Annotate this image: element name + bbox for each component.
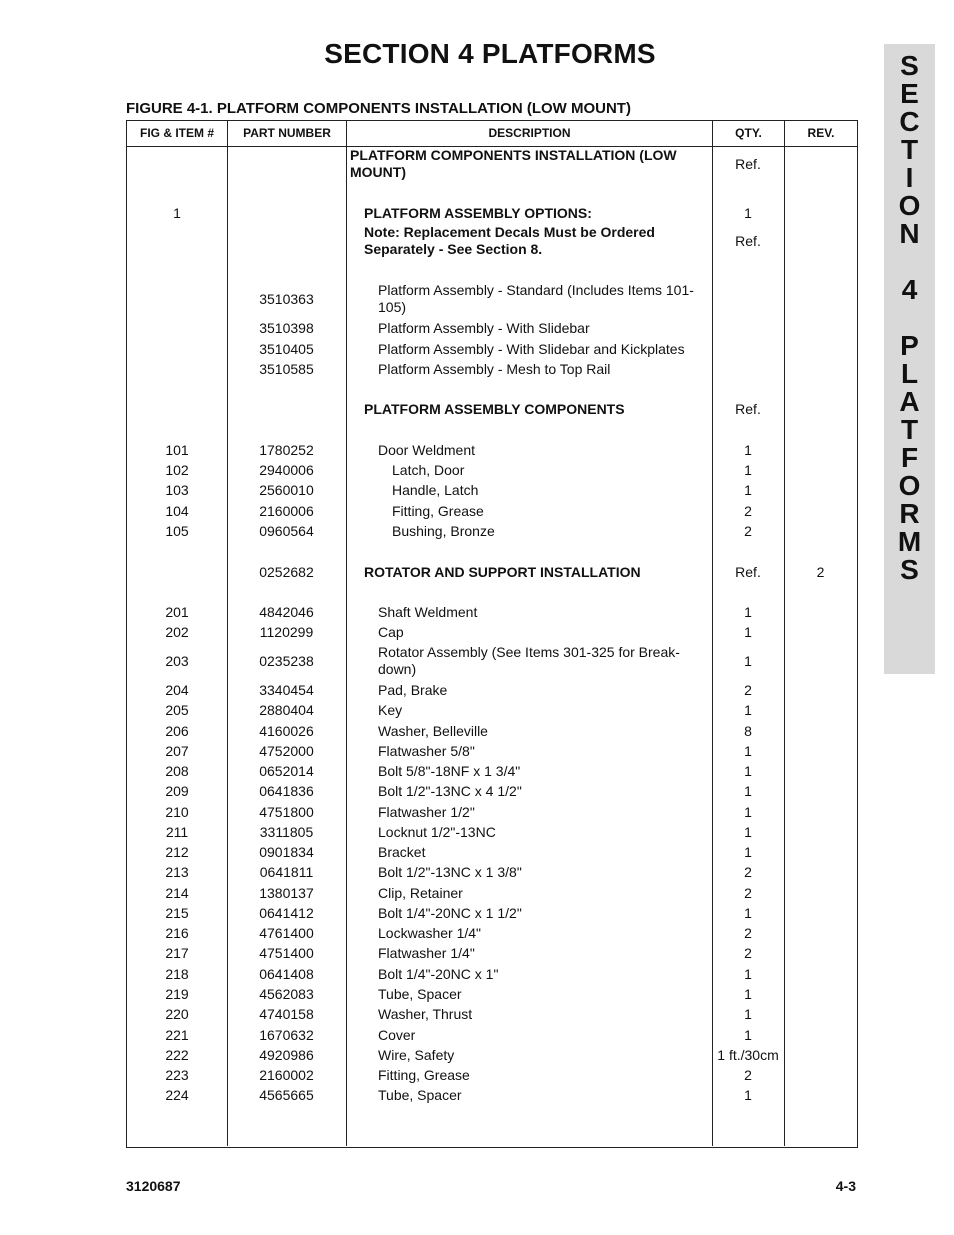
quantity-cell: 2 (744, 945, 752, 961)
quantity-cell: Ref. (735, 155, 761, 172)
description-cell: Locknut 1/2"-13NC (378, 824, 496, 840)
header-qty: QTY. (735, 126, 762, 140)
item-number-cell: 209 (165, 783, 189, 799)
quantity-cell: Ref. (735, 232, 761, 249)
side-tab-letter: O (898, 190, 921, 221)
side-tab-letter: S (900, 50, 919, 81)
description-cell: Washer, Belleville (378, 723, 488, 739)
header-part-number: PART NUMBER (243, 126, 331, 140)
part-number-cell: 0652014 (259, 763, 314, 779)
quantity-cell: 1 (744, 482, 752, 498)
column-divider (346, 120, 347, 1146)
description-cell: PLATFORM COMPONENTS INSTALLATION (LOW MOUNT) (350, 147, 677, 180)
quantity-cell: Ref. (735, 564, 761, 580)
description-cell: Bolt 1/4"-20NC x 1 1/2" (378, 905, 522, 921)
description-cell: Key (378, 702, 403, 718)
description-cell: Platform Assembly - With Slidebar (378, 320, 590, 336)
quantity-cell: 2 (744, 864, 752, 880)
part-number-cell: 4842046 (259, 604, 314, 620)
quantity-cell: 2 (744, 503, 752, 519)
item-number-cell: 202 (165, 624, 189, 640)
quantity-cell: 1 (744, 205, 752, 221)
figure-title: FIGURE 4-1. PLATFORM COMPONENTS INSTALLATION (LOW MOUNT) (126, 100, 631, 117)
part-number-cell: 3510398 (259, 320, 314, 336)
description-cell: Bushing, Bronze (392, 523, 495, 539)
item-number-cell: 1 (173, 205, 181, 221)
quantity-cell: 1 (744, 624, 752, 640)
description-cell: Cap (378, 624, 404, 640)
side-tab-letter: E (900, 78, 919, 109)
part-number-cell: 3510405 (259, 341, 314, 357)
description-cell: PLATFORM ASSEMBLY OPTIONS: (364, 205, 592, 221)
item-number-cell: 208 (165, 763, 189, 779)
quantity-cell: 1 (744, 1006, 752, 1022)
quantity-cell: 1 (744, 743, 752, 759)
description-cell: Shaft Weldment (378, 604, 478, 620)
description-cell: Tube, Spacer (378, 986, 462, 1002)
part-number-cell: 4740158 (259, 1006, 314, 1022)
quantity-cell: 1 (744, 1027, 752, 1043)
revision-cell: 2 (816, 564, 825, 580)
part-number-cell: 4751400 (259, 945, 314, 961)
item-number-cell: 201 (165, 604, 189, 620)
part-number-cell: 4752000 (259, 743, 314, 759)
quantity-cell: 2 (744, 925, 752, 941)
description-cell: Cover (378, 1027, 416, 1043)
description-cell: Fitting, Grease (378, 1067, 470, 1083)
item-number-cell: 219 (165, 986, 189, 1002)
part-number-cell: 0641836 (259, 783, 314, 799)
description-cell: Lockwasher 1/4" (378, 925, 482, 941)
quantity-cell: 8 (744, 723, 752, 739)
item-number-cell: 210 (165, 804, 189, 820)
part-number-cell: 4562083 (259, 986, 314, 1002)
quantity-cell: 1 (744, 804, 752, 820)
quantity-cell: 1 (744, 702, 752, 718)
side-tab-letter: C (899, 106, 920, 137)
quantity-cell: 1 (744, 986, 752, 1002)
quantity-cell: 1 (744, 462, 752, 478)
part-number-cell: 0641811 (259, 864, 314, 880)
part-number-cell: 4761400 (259, 925, 314, 941)
quantity-cell: 1 (744, 824, 752, 840)
item-number-cell: 221 (165, 1027, 189, 1043)
quantity-cell: 2 (744, 682, 752, 698)
quantity-cell: 1 (744, 652, 752, 669)
part-number-cell: 2940006 (259, 462, 314, 478)
part-number-cell: 3311805 (259, 824, 314, 840)
side-tab-letter: F (900, 442, 919, 473)
side-tab-letter: A (899, 386, 920, 417)
description-cell: Flatwasher 5/8" (378, 743, 475, 759)
item-number-cell: 101 (165, 442, 189, 458)
side-tab-letter: 4 (901, 274, 918, 305)
description-cell: Rotator Assembly (See Items 301-325 for Break-down) (378, 644, 680, 677)
quantity-cell: 1 (744, 763, 752, 779)
item-number-cell: 105 (165, 523, 189, 539)
item-number-cell: 217 (165, 945, 189, 961)
quantity-cell: 2 (744, 523, 752, 539)
section-side-tab (884, 44, 935, 674)
item-number-cell: 224 (165, 1087, 189, 1103)
description-cell: Bolt 1/2"-13NC x 1 3/8" (378, 864, 522, 880)
item-number-cell: 218 (165, 966, 189, 982)
quantity-cell: 1 (744, 966, 752, 982)
quantity-cell: 1 ft./30cm (717, 1047, 779, 1063)
item-number-cell: 102 (165, 462, 189, 478)
description-cell: Fitting, Grease (392, 503, 484, 519)
side-tab-letter: I (905, 162, 914, 193)
description-cell: Bolt 1/4"-20NC x 1" (378, 966, 499, 982)
description-cell: Wire, Safety (378, 1047, 455, 1063)
item-number-cell: 104 (165, 503, 189, 519)
description-cell: Latch, Door (392, 462, 465, 478)
description-cell: Platform Assembly - Mesh to Top Rail (378, 361, 611, 377)
part-number-cell: 2160006 (259, 503, 314, 519)
description-cell: Flatwasher 1/4" (378, 945, 475, 961)
quantity-cell: 1 (744, 604, 752, 620)
description-cell: Washer, Thrust (378, 1006, 473, 1022)
description-cell: Bracket (378, 844, 426, 860)
side-tab-letter: L (900, 358, 919, 389)
item-number-cell: 204 (165, 682, 189, 698)
item-number-cell: 211 (165, 824, 189, 840)
side-tab-letter: R (899, 498, 920, 529)
part-number-cell: 0252682 (259, 564, 314, 580)
item-number-cell: 206 (165, 723, 189, 739)
item-number-cell: 222 (165, 1047, 189, 1063)
item-number-cell: 103 (165, 482, 189, 498)
column-divider (784, 120, 785, 1146)
quantity-cell: Ref. (735, 401, 761, 417)
quantity-cell: 2 (744, 1067, 752, 1083)
description-cell: Door Weldment (378, 442, 476, 458)
part-number-cell: 3510363 (259, 290, 314, 307)
side-tab-letter: N (899, 218, 920, 249)
part-number-cell: 1780252 (259, 442, 314, 458)
item-number-cell: 203 (165, 652, 189, 669)
part-number-cell: 3340454 (259, 682, 314, 698)
quantity-cell: 1 (744, 905, 752, 921)
quantity-cell: 2 (744, 885, 752, 901)
part-number-cell: 2880404 (259, 702, 314, 718)
description-cell: Tube, Spacer (378, 1087, 462, 1103)
description-cell: Note: Replacement Decals Must be Ordered Separately - See Section 8. (364, 224, 655, 257)
part-number-cell: 1120299 (259, 624, 314, 640)
item-number-cell: 214 (165, 885, 189, 901)
item-number-cell: 212 (165, 844, 189, 860)
quantity-cell: 1 (744, 783, 752, 799)
description-cell: Flatwasher 1/2" (378, 804, 475, 820)
part-number-cell: 3510585 (259, 361, 314, 377)
quantity-cell: 1 (744, 442, 752, 458)
description-cell: Pad, Brake (378, 682, 448, 698)
side-tab-letter: S (900, 554, 919, 585)
description-cell: Clip, Retainer (378, 885, 463, 901)
part-number-cell: 0901834 (259, 844, 314, 860)
part-number-cell: 0641408 (259, 966, 314, 982)
page-title: SECTION 4 PLATFORMS (324, 38, 656, 69)
part-number-cell: 1380137 (259, 885, 314, 901)
description-cell: Bolt 5/8"-18NF x 1 3/4" (378, 763, 521, 779)
item-number-cell: 220 (165, 1006, 189, 1022)
header-description: DESCRIPTION (488, 126, 571, 140)
part-number-cell: 4751800 (259, 804, 314, 820)
part-number-cell: 0641412 (259, 905, 314, 921)
quantity-cell: 1 (744, 844, 752, 860)
part-number-cell: 4920986 (259, 1047, 314, 1063)
part-number-cell: 1670632 (259, 1027, 314, 1043)
item-number-cell: 216 (165, 925, 189, 941)
part-number-cell: 2160002 (259, 1067, 314, 1083)
side-tab-letter: O (898, 470, 921, 501)
side-tab-letter: M (897, 526, 922, 557)
description-cell: PLATFORM ASSEMBLY COMPONENTS (364, 401, 625, 417)
description-cell: Bolt 1/2"-13NC x 4 1/2" (378, 783, 522, 799)
item-number-cell: 207 (165, 743, 189, 759)
item-number-cell: 213 (165, 864, 189, 880)
part-number-cell: 2560010 (259, 482, 314, 498)
side-tab-letter: T (900, 414, 919, 445)
item-number-cell: 215 (165, 905, 189, 921)
part-number-cell: 0960564 (259, 523, 314, 539)
quantity-cell: 1 (744, 1087, 752, 1103)
footer-document-number: 3120687 (126, 1178, 181, 1194)
part-number-cell: 4160026 (259, 723, 314, 739)
description-cell: Platform Assembly - With Slidebar and Kickplates (378, 341, 685, 357)
description-cell: Handle, Latch (392, 482, 479, 498)
part-number-cell: 0235238 (259, 652, 314, 669)
part-number-cell: 4565665 (259, 1087, 314, 1103)
header-fig-item: FIG & ITEM # (139, 126, 214, 140)
description-cell: Platform Assembly - Standard (Includes Items 101-105) (378, 282, 694, 315)
header-rev: REV. (807, 126, 835, 140)
description-cell: ROTATOR AND SUPPORT INSTALLATION (364, 564, 641, 580)
side-tab-letter: T (900, 134, 919, 165)
side-tab-letter: P (900, 330, 919, 361)
footer-page-number: 4-3 (835, 1178, 856, 1194)
item-number-cell: 205 (165, 702, 189, 718)
item-number-cell: 223 (165, 1067, 189, 1083)
